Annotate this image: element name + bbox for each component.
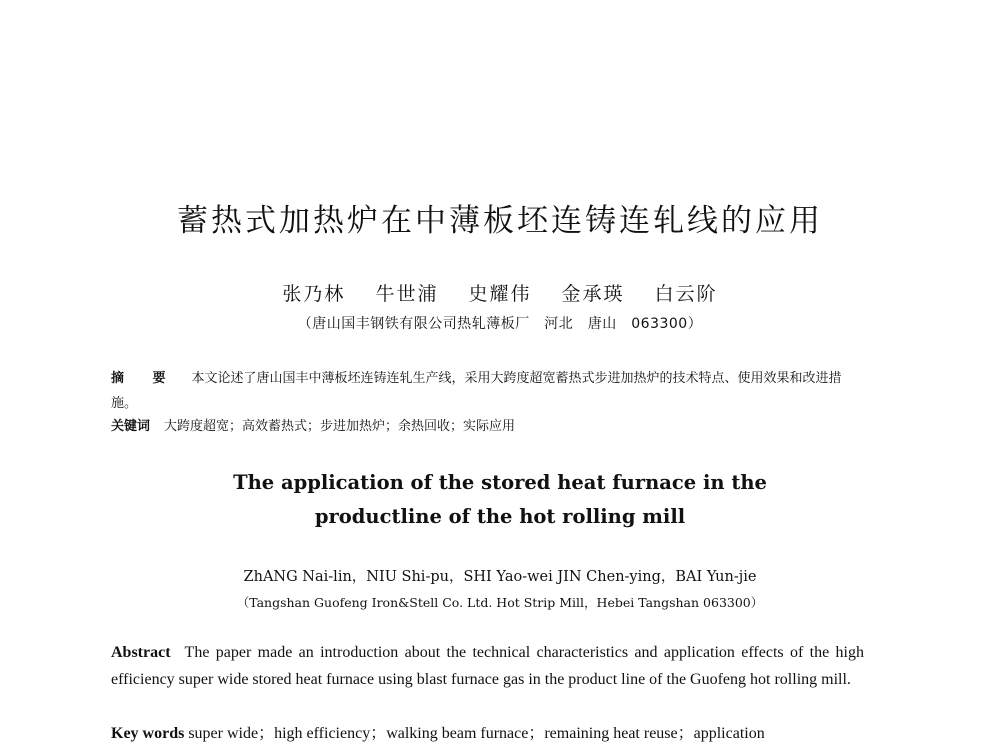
english-title-line-1: The application of the stored heat furnace in the xyxy=(233,471,767,494)
english-authors: ZhANG Nai-lin，NIU Shi-pu，SHI Yao-wei JIN Chen-ying，BAI Yun-jie xyxy=(243,569,757,585)
english-keywords-text: super wide；high efficiency；walking beam furnace；remaining heat reuse；application xyxy=(188,725,765,742)
chinese-affiliation: （唐山国丰钢铁有限公司热轧薄板厂 河北 唐山 063300） xyxy=(297,316,703,332)
chinese-abstract-text: 本文论述了唐山国丰中薄板坯连铸连轧生产线，采用大跨度超宽蓄热式步进加热炉的技术特点、使用效果和改进措施。 xyxy=(111,371,842,411)
chinese-keywords-label: 关键词 xyxy=(111,419,151,434)
chinese-title: 蓄热式加热炉在中薄板坯连铸连轧线的应用 xyxy=(177,203,823,239)
english-affiliation: （Tangshan Guofeng Iron&Stell Co. Ltd. Hot Strip Mill，Hebei Tangshan 063300） xyxy=(236,595,764,610)
english-keywords-label: Key words xyxy=(111,725,185,742)
english-title-line-2: productline of the hot rolling mill xyxy=(314,505,686,528)
chinese-abstract xyxy=(111,366,866,416)
english-abstract-text: The paper made an introduction about the technical characteristics and application effects of the high efficiency super wide stored heat furnace using blast furnace gas in the product line of the Guofeng hot rolling mill. xyxy=(111,644,864,688)
chinese-keywords-text: 大跨度超宽；高效蓄热式；步进加热炉；余热回收；实际应用 xyxy=(164,419,516,434)
chinese-abstract-label: 摘 要 xyxy=(111,371,178,386)
english-abstract xyxy=(111,640,864,693)
english-abstract-label: Abstract xyxy=(111,644,171,661)
chinese-keywords xyxy=(111,416,866,438)
english-keywords xyxy=(111,721,871,747)
chinese-authors: 张乃林 牛世浦 史耀伟 金承瑛 白云阶 xyxy=(282,283,718,305)
english-title xyxy=(0,466,1000,534)
